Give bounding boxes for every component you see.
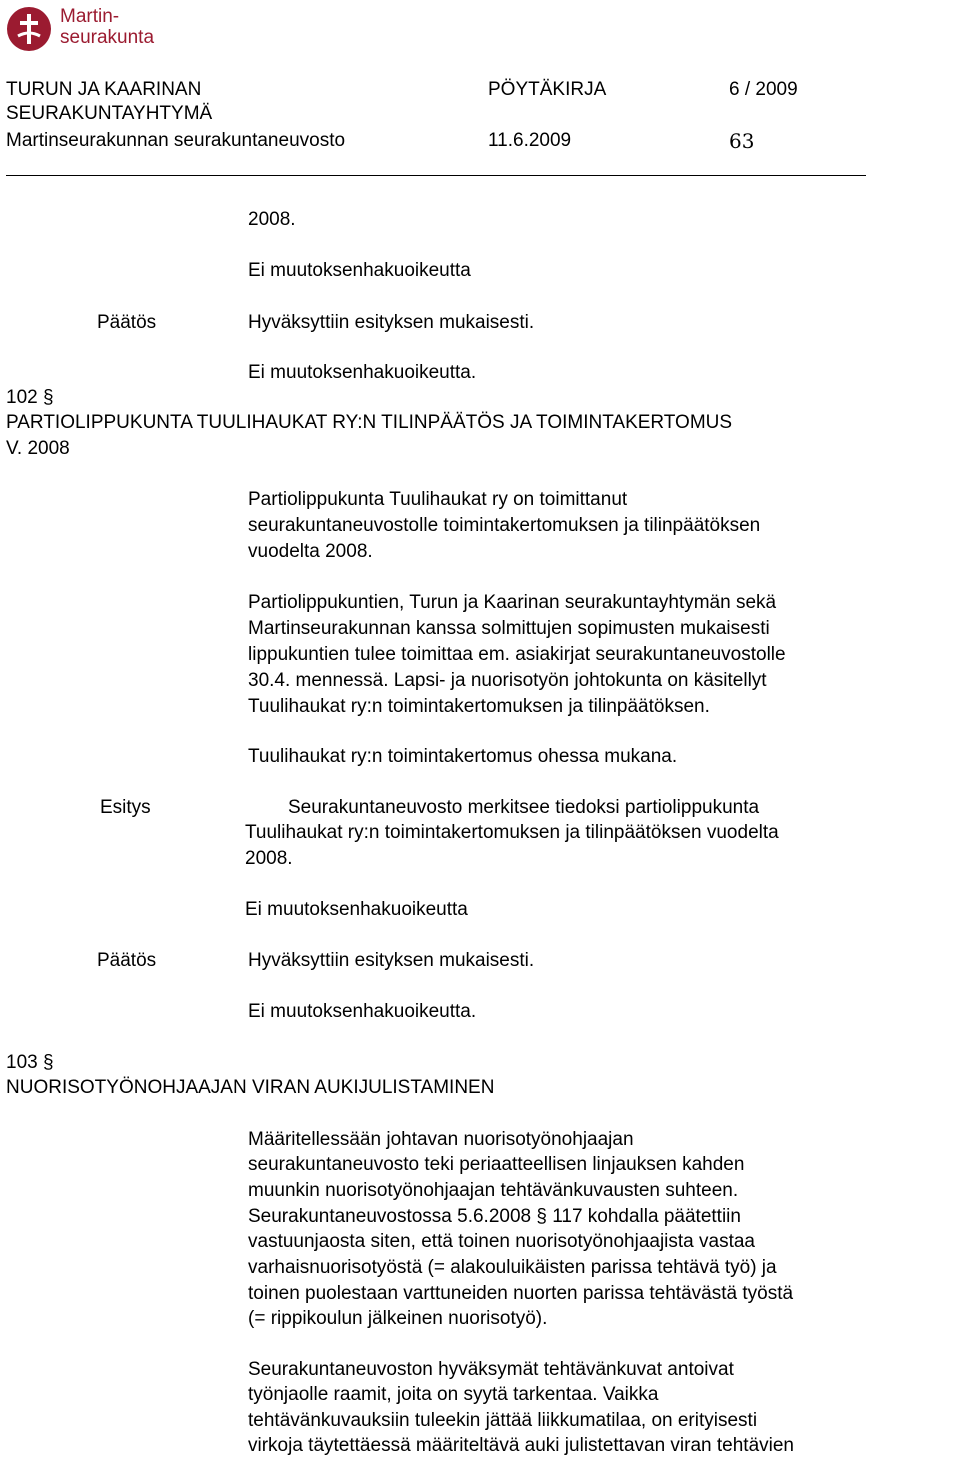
parish-logo-icon <box>6 6 52 52</box>
paragraph-line: Määritellessään johtavan nuorisotyönohjaajan <box>248 1129 634 1150</box>
paragraph-line: varhaisnuorisotyöstä (= alakouluikäisten parissa tehtävä työ) ja <box>248 1257 777 1278</box>
proposal-line: Tuulihaukat ry:n toimintakertomuksen ja tilinpäätöksen vuodelta <box>245 822 779 843</box>
section-102-title-line1: PARTIOLIPPUKUNTA TUULIHAUKAT RY:N TILINPÄÄTÖS JA TOIMINTAKERTOMUS <box>6 412 733 433</box>
prev-decision-label: Päätös <box>97 312 157 333</box>
section-103-number: 103 § <box>6 1052 54 1073</box>
proposal-line: 2008. <box>245 848 293 869</box>
paragraph-line: vuodelta 2008. <box>248 541 373 562</box>
paragraph-line: seurakuntaneuvosto teki periaatteellisen linjauksen kahden <box>248 1154 745 1175</box>
paragraph-line: (= rippikoulun jälkeinen nuorisotyö). <box>248 1308 548 1329</box>
org-name-line1: TURUN JA KAARINAN <box>6 79 202 100</box>
org-name-line2: SEURAKUNTAYHTYMÄ <box>6 103 213 124</box>
section-103-title: NUORISOTYÖNOHJAAJAN VIRAN AUKIJULISTAMINEN <box>6 1077 495 1098</box>
prev-appeal-note: Ei muutoksenhakuoikeutta <box>248 260 471 281</box>
doc-type: PÖYTÄKIRJA <box>488 79 607 100</box>
paragraph-line: vastuunjaosta siten, että toinen nuorisotyönohjaajista vastaa <box>248 1231 755 1252</box>
org-name-line3: Martinseurakunnan seurakuntaneuvosto <box>6 130 346 151</box>
logo-line2: seurakunta <box>60 27 155 48</box>
parish-logo-text <box>60 6 154 48</box>
paragraph-line: työnjaolle raamit, joita on syytä tarkentaa. Vaikka <box>248 1384 659 1405</box>
paragraph-line: Martinseurakunnan kanssa solmittujen sopimusten mukaisesti <box>248 618 770 639</box>
paragraph-line: muunkin nuorisotyönohjaajan tehtävänkuvausten suhteen. <box>248 1180 739 1201</box>
proposal-label: Esitys <box>100 797 151 818</box>
section-102-title-line2: V. 2008 <box>6 438 70 459</box>
section-102-number: 102 § <box>6 387 54 408</box>
paragraph-line: Tuulihaukat ry:n toimintakertomuksen ja tilinpäätöksen. <box>248 696 710 717</box>
paragraph-line: Seurakuntaneuvoston hyväksymät tehtävänkuvat antoivat <box>248 1359 734 1380</box>
prev-decision-text: Hyväksyttiin esityksen mukaisesti. <box>248 312 535 333</box>
paragraph-line: seurakuntaneuvostolle toimintakertomuksen ja tilinpäätöksen <box>248 515 761 536</box>
section-102-attachment-note: Tuulihaukat ry:n toimintakertomus ohessa mukana. <box>248 746 678 767</box>
header-divider <box>6 175 866 176</box>
section-102-appeal-note: Ei muutoksenhakuoikeutta <box>245 899 468 920</box>
paragraph-line: Seurakuntaneuvostossa 5.6.2008 § 117 kohdalla päätettiin <box>248 1206 741 1227</box>
meeting-date: 11.6.2009 <box>488 130 572 151</box>
section-102-appeal-note-2: Ei muutoksenhakuoikeutta. <box>248 1001 477 1022</box>
paragraph-line: lippukuntien tulee toimittaa em. asiakirjat seurakuntaneuvostolle <box>248 644 786 665</box>
paragraph-line: 30.4. mennessä. Lapsi- ja nuorisotyön johtokunta on käsitellyt <box>248 670 767 691</box>
prev-appeal-note-2: Ei muutoksenhakuoikeutta. <box>248 362 477 383</box>
paragraph-line: tehtävänkuvauksiin tuleekin jättää liikkumatilaa, on erityisesti <box>248 1410 758 1431</box>
proposal-line: Seurakuntaneuvosto merkitsee tiedoksi partiolippukunta <box>288 797 760 818</box>
section-102-decision-label: Päätös <box>97 950 157 971</box>
paragraph-line: toinen puolestaan varttuneiden nuorten parissa tehtävästä työstä <box>248 1283 794 1304</box>
paragraph-line: Partiolippukunta Tuulihaukat ry on toimittanut <box>248 489 628 510</box>
doc-number: 6 / 2009 <box>729 79 798 100</box>
paragraph-line: virkoja täytettäessä määriteltävä auki julistettavan viran tehtävien <box>248 1435 794 1456</box>
page-number: 63 <box>729 129 755 153</box>
paragraph-line: Partiolippukuntien, Turun ja Kaarinan seurakuntayhtymän sekä <box>248 592 777 613</box>
prev-year-line: 2008. <box>248 209 296 230</box>
section-102-decision-text: Hyväksyttiin esityksen mukaisesti. <box>248 950 535 971</box>
logo-line1: Martin- <box>60 6 120 27</box>
